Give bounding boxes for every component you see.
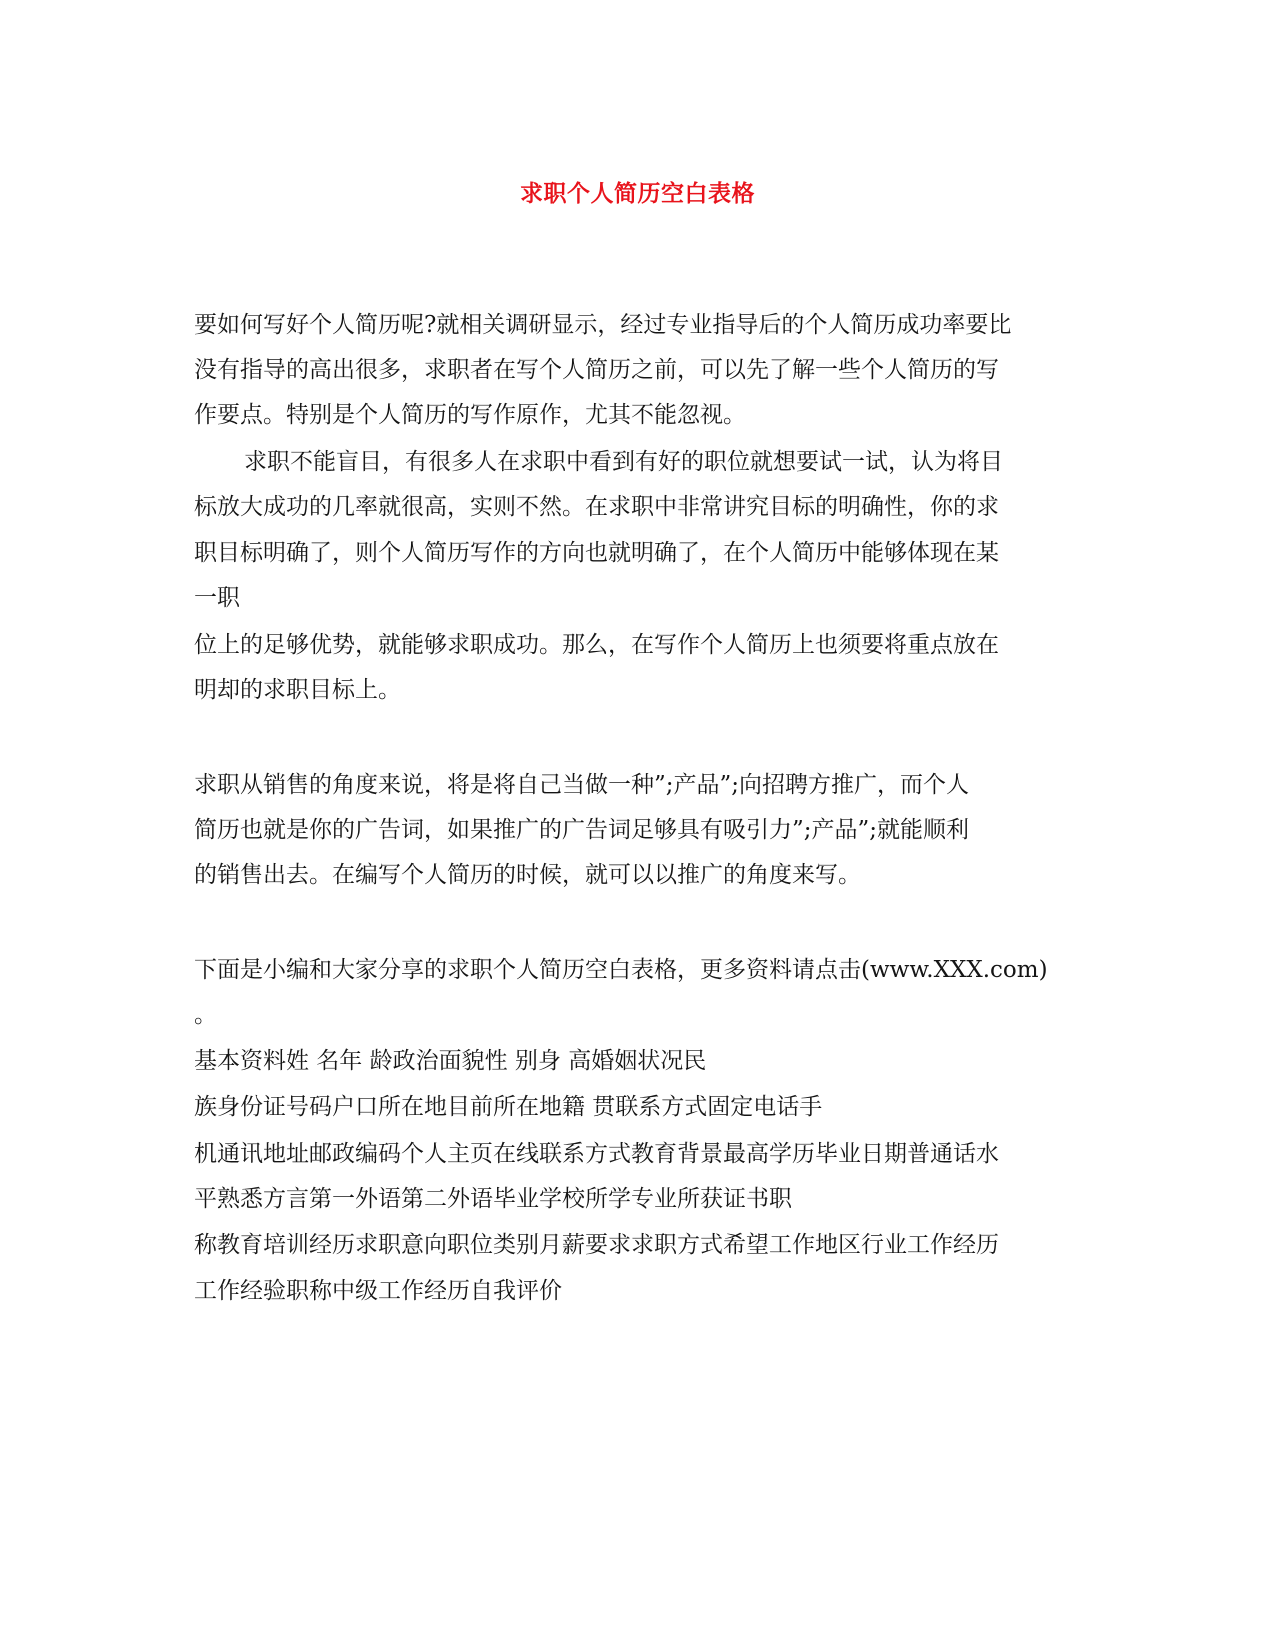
paragraph-2-line-3: 职目标明确了，则个人简历写作的方向也就明确了，在个人简历中能够体现在某 (194, 540, 999, 566)
paragraph-4-line-2: 。 (194, 1002, 217, 1028)
paragraph-1-line-2: 没有指导的高出很多，求职者在写个人简历之前，可以先了解一些个人简历的写 (194, 357, 999, 383)
paragraph-3-line-2: 简历也就是你的广告词，如果推广的广告词足够具有吸引力”;产品”;就能顺利 (194, 817, 970, 843)
paragraph-4-line-1: 下面是小编和大家分享的求职个人简历空白表格，更多资料请点击(www.XXX.com) (194, 957, 1048, 983)
paragraph-1-line-3: 作要点。特别是个人简历的写作原作，尤其不能忽视。 (194, 402, 746, 428)
form-fields-line-2: 族身份证号码户口所在地目前所在地籍 贯联系方式固定电话手 (194, 1094, 823, 1120)
paragraph-2-line-6: 明却的求职目标上。 (194, 677, 401, 703)
document-title: 求职个人简历空白表格 (520, 180, 755, 207)
form-fields-line-5: 称教育培训经历求职意向职位类别月薪要求求职方式希望工作地区行业工作经历 (194, 1232, 999, 1258)
form-fields-line-6: 工作经验职称中级工作经历自我评价 (194, 1278, 562, 1304)
paragraph-2-line-2: 标放大成功的几率就很高，实则不然。在求职中非常讲究目标的明确性，你的求 (194, 494, 999, 520)
paragraph-2-line-1: 求职不能盲目，有很多人在求职中看到有好的职位就想要试一试，认为将目 (244, 449, 1003, 475)
paragraph-2-line-4: 一职 (194, 585, 240, 611)
form-fields-line-1: 基本资料姓 名年 龄政治面貌性 别身 高婚姻状况民 (194, 1048, 707, 1074)
paragraph-2-line-5: 位上的足够优势，就能够求职成功。那么，在写作个人简历上也须要将重点放在 (194, 632, 999, 658)
form-fields-line-3: 机通讯地址邮政编码个人主页在线联系方式教育背景最高学历毕业日期普通话水 (194, 1141, 999, 1167)
paragraph-1-line-1: 要如何写好个人简历呢?就相关调研显示，经过专业指导后的个人简历成功率要比 (194, 312, 1012, 338)
paragraph-3-line-1: 求职从销售的角度来说，将是将自己当做一种”;产品”;向招聘方推广，而个人 (194, 772, 970, 798)
form-fields-line-4: 平熟悉方言第一外语第二外语毕业学校所学专业所获证书职 (194, 1186, 792, 1212)
paragraph-3-line-3: 的销售出去。在编写个人简历的时候，就可以以推广的角度来写。 (194, 862, 861, 888)
